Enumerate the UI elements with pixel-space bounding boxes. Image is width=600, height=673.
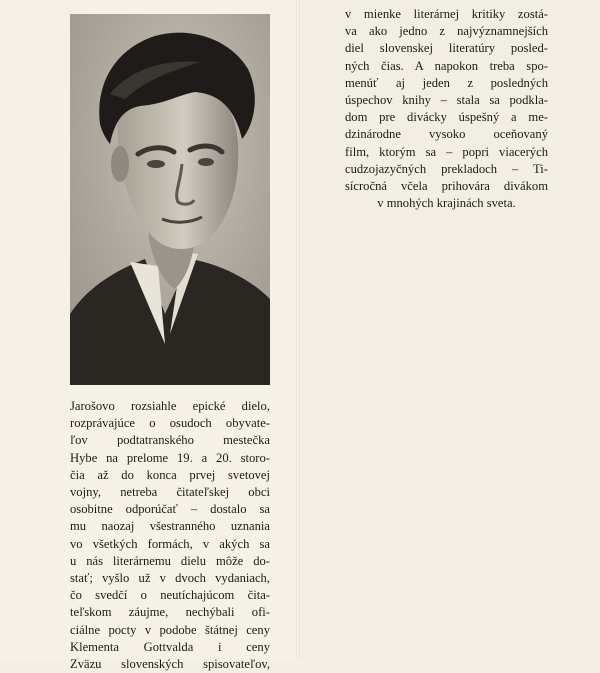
right-column-text [345, 6, 548, 212]
text-line: v mienke literárnej kritiky zostá- [345, 7, 548, 21]
text-line: ných čias. A napokon treba spo- [345, 58, 548, 73]
text-line: ciálne pocty v podobe štátnej ceny [70, 622, 270, 637]
text-line: mu naozaj všestranného uznania [70, 519, 270, 534]
text-line: film, ktorým sa – popri viacerých [345, 144, 548, 159]
text-line: dom pre divácky úspešný a me- [345, 110, 548, 125]
text-line: Klementa Gottvalda i ceny [70, 639, 270, 654]
text-line: teľskom záujme, nechýbali ofi- [70, 605, 270, 620]
text-line: vo všetkých formách, v akých sa [70, 536, 270, 551]
text-line: ľov podtatranského mestečka [70, 433, 270, 448]
text-line: rozprávajúce o osudoch obyvate- [70, 416, 270, 431]
text-line: va ako jedno z najvýznamnejších [345, 24, 548, 39]
portrait-illustration [70, 14, 270, 385]
text-line: vojny, netreba čitateľskej obci [70, 485, 270, 500]
text-line: u nás literárnemu dielu môže do- [70, 553, 270, 568]
text-line: v mnohých krajinách sveta. [377, 196, 516, 211]
text-line: čo svedčí o neutíchajúcom čita- [70, 588, 270, 603]
text-line: cudzojazyčných prekladoch – Ti- [345, 161, 548, 176]
text-line: menúť aj jeden z posledných [345, 75, 548, 90]
author-portrait-photo [70, 14, 270, 385]
text-line: osobitne odporúčať – dostalo sa [70, 502, 270, 517]
text-line: stať; vyšlo už v dvoch vydaniach, [70, 571, 270, 586]
text-line: dzinárodne vysoko oceňovaný [345, 127, 548, 142]
left-page [0, 0, 296, 672]
text-line: Hybe na prelome 19. a 20. storo- [70, 450, 270, 465]
text-line: čia až do konca prvej svetovej [70, 467, 270, 482]
text-line: diel slovenskej literatúry posled- [345, 41, 548, 56]
left-column-text [70, 398, 270, 673]
text-line: Jarošovo rozsiahle epické dielo, [70, 399, 270, 413]
text-line: úspechov knihy – stala sa podkla- [345, 93, 548, 108]
text-line: sícročná včela prihovára divákom [345, 179, 548, 194]
text-line: Zväzu slovenských spisovateľov, [70, 657, 270, 672]
